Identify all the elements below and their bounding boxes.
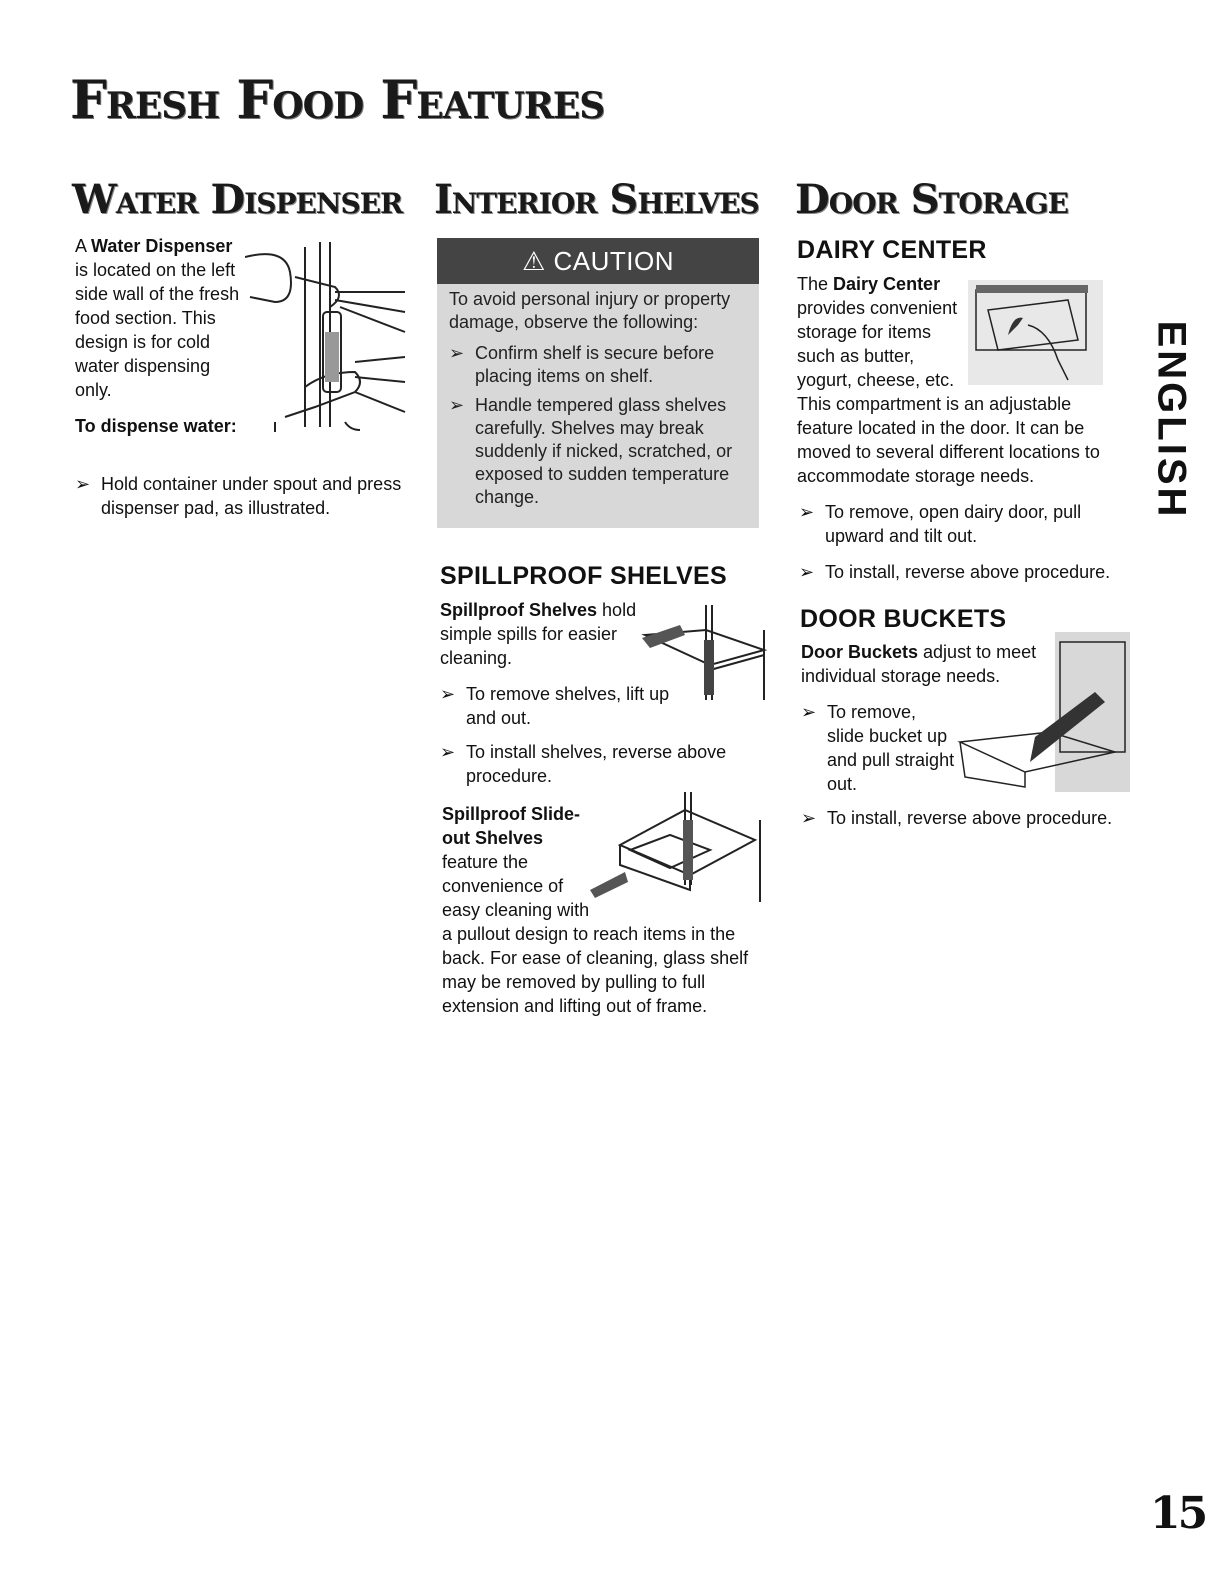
intro-prefix: A xyxy=(75,236,92,256)
water-dispenser-illustration xyxy=(245,242,410,432)
spillproof-intro: Spillproof Shelves hold simple spills for easier cleaning. xyxy=(440,600,637,668)
spillproof-bullets xyxy=(440,682,727,788)
dairy-intro: The Dairy Center provides convenient storage for items such as butter, yogurt, cheese, etc. xyxy=(797,274,958,390)
caution-box xyxy=(437,238,759,528)
page-number: 15 xyxy=(1150,1488,1206,1539)
dairy-center-illustration xyxy=(968,280,1103,385)
bullet-arrow-icon: ➢ xyxy=(75,474,91,494)
dairy-bullet: ➢ To install, reverse above procedure. xyxy=(799,562,1111,582)
slideout-text: Spillproof Slide-out Shelves feature the convenience of easy cleaning with a pullout design to reach items in the back. For ease of cleaning, glass shelf may be removed by pulling to full extension and lifting out of frame. xyxy=(442,804,749,1016)
page-title: Fresh Food Features xyxy=(70,70,605,131)
pull-arrow-icon xyxy=(590,872,628,898)
spillproof-heading: SPILLPROOF SHELVES xyxy=(440,562,727,590)
spillproof-bullet: ➢ To install shelves, reverse above procedure. xyxy=(440,742,727,786)
intro-rest: is located on the left side wall of the fresh food section. This design is for cold water dispensing only. xyxy=(75,260,240,400)
bullet-arrow-icon: ➢ xyxy=(440,684,456,704)
spillproof-bullet: ➢ To remove shelves, lift up and out. xyxy=(440,684,670,728)
dairy-center-heading: DAIRY CENTER xyxy=(797,236,987,264)
buckets-bullets xyxy=(801,700,1131,830)
dairy-para2: This compartment is an adjustable feature located in the door. It can be moved to several different locations to accommodate storage needs. xyxy=(797,394,1100,486)
buckets-bullet: ➢ To remove, slide bucket up and pull straight out. xyxy=(801,702,955,794)
bullet-arrow-icon: ➢ xyxy=(799,562,815,582)
bullet-arrow-icon: ➢ xyxy=(449,395,465,415)
water-container xyxy=(325,332,339,382)
language-side-tab xyxy=(1150,300,1192,540)
caution-label: CAUTION xyxy=(553,246,675,276)
language-label: ENGLISH xyxy=(1149,320,1194,520)
water-dispenser-intro xyxy=(75,234,245,402)
bullet-arrow-icon: ➢ xyxy=(801,808,817,828)
bullet-arrow-icon: ➢ xyxy=(440,742,456,762)
bullet-arrow-icon: ➢ xyxy=(801,702,817,722)
buckets-intro: Door Buckets adjust to meet individual storage needs. xyxy=(801,642,1037,686)
caution-bullet: ➢ Handle tempered glass shelves carefully. Shelves may break suddenly if nicked, scratched, or exposed to sudden temperature change. xyxy=(449,395,733,507)
dairy-bullets xyxy=(799,500,1119,584)
caution-intro: To avoid personal injury or property damage, observe the following: xyxy=(449,289,731,332)
buckets-bullet: ➢ To install, reverse above procedure. xyxy=(801,808,1113,828)
caution-bullet: ➢ Confirm shelf is secure before placing items on shelf. xyxy=(449,343,715,386)
water-dispenser-heading: Water Dispenser xyxy=(72,176,403,223)
door-buckets-heading: DOOR BUCKETS xyxy=(800,605,1007,633)
warning-triangle-icon: ⚠ xyxy=(521,246,546,276)
bullet-arrow-icon: ➢ xyxy=(449,343,465,363)
bullet-arrow-icon: ➢ xyxy=(799,502,815,522)
interior-shelves-heading: Interior Shelves xyxy=(434,176,759,223)
dairy-bullet: ➢ To remove, open dairy door, pull upward and tilt out. xyxy=(799,502,1082,546)
caution-header xyxy=(437,238,759,284)
water-dispenser-bullet xyxy=(75,472,431,520)
slideout-shelf-illustration xyxy=(590,790,765,910)
intro-bold: Water Dispenser xyxy=(91,236,233,256)
bullet-text: Hold container under spout and press dispenser pad, as illustrated. xyxy=(101,474,402,518)
dispense-heading: To dispense water: xyxy=(75,416,237,436)
door-storage-heading: Door Storage xyxy=(795,176,1069,223)
